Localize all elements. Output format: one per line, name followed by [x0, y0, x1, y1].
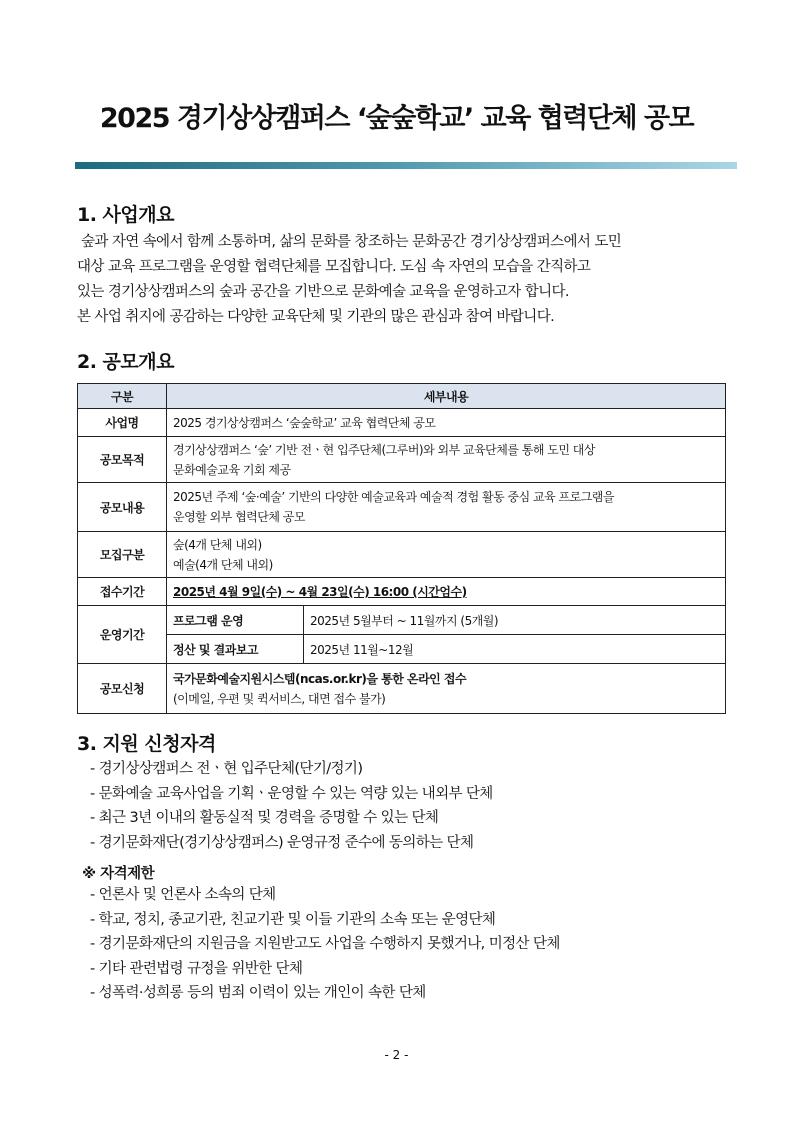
list-item: - 학교, 정치, 종교기관, 친교기관 및 이들 기관의 소속 또는 운영단체 — [90, 911, 496, 928]
table-row — [78, 606, 726, 664]
page-title: 2025 경기상상캠퍼스 ‘숲숲학교’ 교육 협력단체 공모 — [99, 103, 694, 134]
eligibility-list — [90, 757, 493, 855]
list-item: - 문화예술 교육사업을 기획ㆍ운영할 수 있는 역량 있는 내외부 단체 — [90, 785, 493, 802]
operation-subtable — [167, 606, 725, 663]
row-value-line: 운영할 외부 협력단체 공모 — [173, 510, 305, 524]
row-value-line: 경기상상캠퍼스 ‘숲’ 기반 전ㆍ현 입주단체(그루버)와 외부 교육단체를 통해 도민 대상 — [173, 442, 595, 457]
list-item: - 기타 관련법령 규정을 위반한 단체 — [90, 960, 303, 977]
subrow-value: 2025년 5월부터 ~ 11월까지 (5개월) — [310, 613, 499, 628]
subrow-label: 프로그램 운영 — [167, 606, 304, 635]
row-label: 공모신청 — [78, 664, 167, 714]
subrow-label: 정산 및 결과보고 — [167, 635, 304, 664]
section3-heading: 3. 지원 신청자격 — [77, 733, 216, 755]
list-item: - 경기문화재단의 지원금을 지원받고도 사업을 수행하지 못했거나, 미정산 단체 — [90, 936, 560, 952]
section1-line: 있는 경기상상캠퍼스의 숲과 공간을 기반으로 문화예술 교육을 운영하고자 합니다. — [77, 284, 569, 300]
table-row — [78, 664, 726, 714]
section1-line: 본 사업 취지에 공감하는 다양한 교육단체 및 기관의 많은 관심과 참여 바랍니다. — [77, 309, 555, 325]
section1-line: 대상 교육 프로그램을 운영할 협력단체를 모집합니다. 도심 속 자연의 모습을 간직하고 — [77, 259, 591, 275]
table-header-details: 세부내용 — [167, 384, 726, 409]
row-value: 2025 경기상상캠퍼스 ‘숲숲학교’ 교육 협력단체 공모 — [167, 409, 726, 437]
row-value-line: 예술(4개 단체 내외) — [173, 557, 273, 572]
table-row — [78, 437, 726, 483]
operation-subtable-cell — [167, 606, 726, 664]
row-label: 사업명 — [78, 409, 167, 437]
section1-paragraph — [77, 230, 737, 330]
restriction-heading: ※ 자격제한 — [82, 866, 155, 882]
row-label: 운영기간 — [78, 606, 167, 664]
row-label: 공모목적 — [78, 437, 167, 483]
row-value-line: 문화예술교육 기회 제공 — [173, 462, 291, 477]
subtable-row — [167, 606, 725, 635]
table-row — [78, 532, 726, 578]
section1-heading: 1. 사업개요 — [77, 204, 174, 226]
table-header-category: 구분 — [78, 384, 167, 409]
row-value-line: 국가문화예술지원시스템(ncas.or.kr)을 통한 온라인 접수 — [173, 671, 467, 686]
list-item: - 경기문화재단(경기상상캠퍼스) 운영규정 준수에 동의하는 단체 — [90, 834, 474, 851]
restriction-list — [90, 883, 560, 1006]
table-row — [78, 483, 726, 532]
subrow-value: 2025년 11월~12월 — [304, 635, 726, 664]
subtable-row — [167, 635, 725, 664]
row-label: 접수기간 — [78, 578, 167, 606]
table-row — [78, 409, 726, 437]
list-item: - 성폭력·성희롱 등의 범죄 이력이 있는 개인이 속한 단체 — [90, 985, 426, 1001]
list-item: - 최근 3년 이내의 활동실적 및 경력을 증명할 수 있는 단체 — [90, 810, 439, 826]
row-label: 모집구분 — [78, 532, 167, 578]
table-row — [78, 578, 726, 606]
row-value — [167, 664, 726, 714]
list-item: - 언론사 및 언론사 소속의 단체 — [90, 887, 276, 903]
row-value — [167, 483, 726, 532]
row-value: 2025년 4월 9일(수) ~ 4월 23일(수) 16:00 (시간엄수) — [167, 578, 726, 606]
row-value-line: 2025년 주제 ‘숲·예술’ 기반의 다양한 예술교육과 예술적 경험 활동 중심 교육 프로그램을 — [173, 490, 614, 504]
title-divider — [75, 162, 737, 169]
list-item: - 경기상상캠퍼스 전ㆍ현 입주단체(단기/정기) — [90, 761, 363, 777]
row-value-line: 숲(4개 단체 내외) — [173, 537, 262, 552]
row-value-line: (이메일, 우편 및 퀵서비스, 대면 접수 불가) — [173, 691, 386, 706]
section2-heading: 2. 공모개요 — [77, 351, 174, 373]
page-number: - 2 - — [384, 1048, 409, 1062]
table-header-row — [78, 384, 726, 409]
row-label: 공모내용 — [78, 483, 167, 532]
row-value — [167, 532, 726, 578]
section1-line: 숲과 자연 속에서 함께 소통하며, 삶의 문화를 창조하는 문화공간 경기상상캠퍼스에서 도민 — [77, 234, 622, 250]
overview-table — [77, 383, 726, 714]
row-value — [167, 437, 726, 483]
